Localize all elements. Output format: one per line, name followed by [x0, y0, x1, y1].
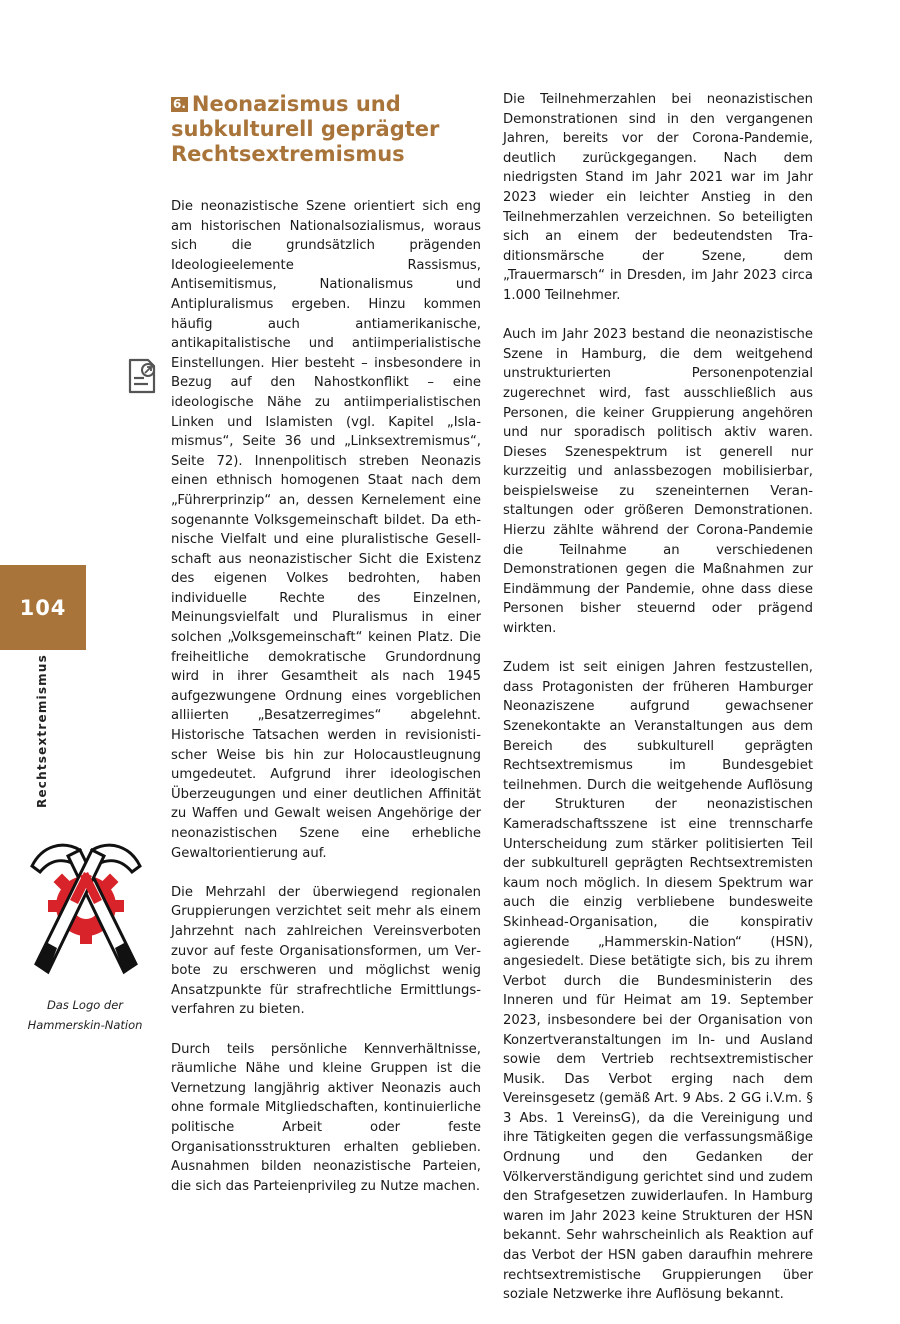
paragraph: Auch im Jahr 2023 bestand die neonazistische Szene in Hamburg, die dem weitgehend unstrukturierten Personenpotenzial zugerechnet wird, fast ausschließlich aus Personen, die keiner Gruppierung angehören und nur sporadisch politisch aktiv waren. Dieses Szenespektrum ist generell nur kurzzeitig und anlassbezogen mobilisierbar, beispielsweise zu szeneinternen Veranstaltungen oder größeren Demonstrationen. Hierzu zählte während der Corona-Pandemie die Teilnahme an verschiedenen Demonstrationen gegen die Maßnahmen zur Eindämmung der Pandemie, ohne dass diese Personen bisher steuernd oder prägend wirkten.: [503, 327, 813, 637]
section-title: Neonazismus und subkulturell geprägter Rechtsextremismus: [171, 92, 440, 166]
section-number: 6.: [173, 97, 186, 111]
logo-caption: Das Logo der Hammerskin-Nation: [27, 998, 143, 1032]
paragraph: Die Teilnehmerzahlen bei neonazistischen Demonstrationen sind in den vergangenen Jahren, bereits vor der Corona-Pandemie, deutlich zurückgegangen. Nach dem niedrigsten Stand im Jahr 2021 war im Jahr 2023 wieder ein leichter Anstieg in den Teilnehmerzahlen verzeichnen. So beteiligten sich an einem der bedeutendsten Traditionsmärsche der Szene, dem „Trauermarsch“ in Dresden, im Jahr 2023 circa 1.000 Teilnehmer.: [503, 92, 813, 303]
paragraph: Durch teils persönliche Kennverhältnisse, räumliche Nähe und kleine Gruppen ist die Vernetzung langjährig aktiver Neonazis auch ohne formale Mitgliedschaften, kontinuierliche politische Arbeit oder feste Organisationsstrukturen erhalten geblieben. Ausnahmen bilden neonazistische Parteien, die sich das Parteienprivileg zu Nutze machen.: [171, 1041, 481, 1194]
section-heading: [171, 92, 481, 167]
paragraph: Zudem ist seit einigen Jahren festzustellen, dass Protagonisten der früheren Hamburger Neonaziszene aufgrund gewachsener Szenekontakte an Veranstaltungen aus dem Bereich des subkulturell geprägten Rechtsextremismus im Bundesgebiet teilnehmen. Durch die weitgehende Auflösung der Strukturen der neonazistischen Kameradschaftsszene ist eine trennscharfe Unterscheidung zum stärker politisierten Teil der subkulturell geprägten Rechtsextremisten kaum noch möglich. In diesem Spektrum war auch die einzig verbliebene bundesweite Skinhead-Organisation, die konspirativ agierende „Hammerskin-Nation“ (HSN), angesiedelt. Diese betätigte sich, bis zu ihrem Verbot durch die Bundesministerin des Inneren und für Heimat am 19. September 2023, insbesondere bei der Organisation von Konzertveranstaltungen im In- und Ausland sowie dem Vertrieb rechtsextremistischer Musik. Das Verbot erging nach dem Vereinsgesetz (gemäß Art. 9 Abs. 2 GG i.V.m. § 3 Abs. 1 VereinsG), da die Vereinigung und ihre Tätigkeiten gegen die verfassungsmäßige Ordnung und den Gedanken der Völkerverständigung gerichtet sind und zudem den Strafgesetzen zuwiderlaufen. In Hamburg waren im Jahr 2023 keine Strukturen der HSN bekannt. Sehr wahrscheinlich als Reaktion auf das Verbot der HSN gaben daraufhin mehrere rechtsextremistische Gruppierungen über soziale Netzwerke ihre Auflösung bekannt.: [503, 660, 813, 1303]
page-number-tab: [0, 565, 86, 650]
hammerskin-logo: [22, 836, 150, 978]
paragraph: Die Mehrzahl der überwiegend regionalen Gruppierungen verzichtet seit mehr als einem Jahrzehnt nach zahlreichen Vereinsverboten zuvor auf feste Organisationsformen, um Verbote zu erschweren und möglichst wenig Ansatzpunkte für strafrechtliche Ermittlungsverfahren zu bieten.: [171, 884, 481, 1018]
page-number: 104: [19, 595, 67, 620]
right-column: [503, 90, 813, 1324]
left-column: [171, 92, 481, 1216]
paragraph: Die neonazistische Szene orientiert sich eng am historischen Nationalsozialismus, woraus sich die grundsätzlich prägenden Ideologieelemente Rassismus, Antisemitismus, Nationalismus und Antipluralismus ergeben. Hinzu kommen häufig auch antiamerikanische, antikapitalistische und antiimperialistische Einstellungen. Hier besteht – insbesondere in Bezug auf den Nahostkonflikt – eine ideologische Nähe zu antiimperialistischen Linken und Islamisten (vgl. Kapitel „Islamismus“, Seite 36 und „Linksextremismus“, Seite 72). Innenpolitisch streben Neonazis einen ethnisch homogenen Staat nach dem „Führerprinzip“ an, dessen Kernelement eine sogenannte Volksgemeinschaft bildet. Da ethnische Vielfalt und eine pluralistische Gesellschaft aus neonazistischer Sicht die Existenz des eigenen Volkes bedrohten, haben individuelle Rechte des Einzelnen, Meinungsvielfalt und Pluralismus in einer solchen „Volksgemeinschaft“ keinen Platz. Die freiheitliche demokratische Grundordnung wird in ihrer Gesamtheit als nach 1945 aufgezwungene Ordnung eines vorgeblichen alliierten „Besatzerregimes“ abgelehnt. Historische Tatsachen werden in revisionistischer Weise bis hin zur Holocaustleugnung umgedeutet. Aufgrund ihrer ideologischen Überzeugungen und einer deutlichen Affinität zu Waffen und Gewalt weisen Angehörige der neonazistischen Szene eine erhebliche Gewaltorientierung auf.: [171, 199, 481, 861]
document-link-icon[interactable]: [124, 357, 158, 395]
chapter-side-label: Rechtsextremismus: [35, 654, 49, 808]
